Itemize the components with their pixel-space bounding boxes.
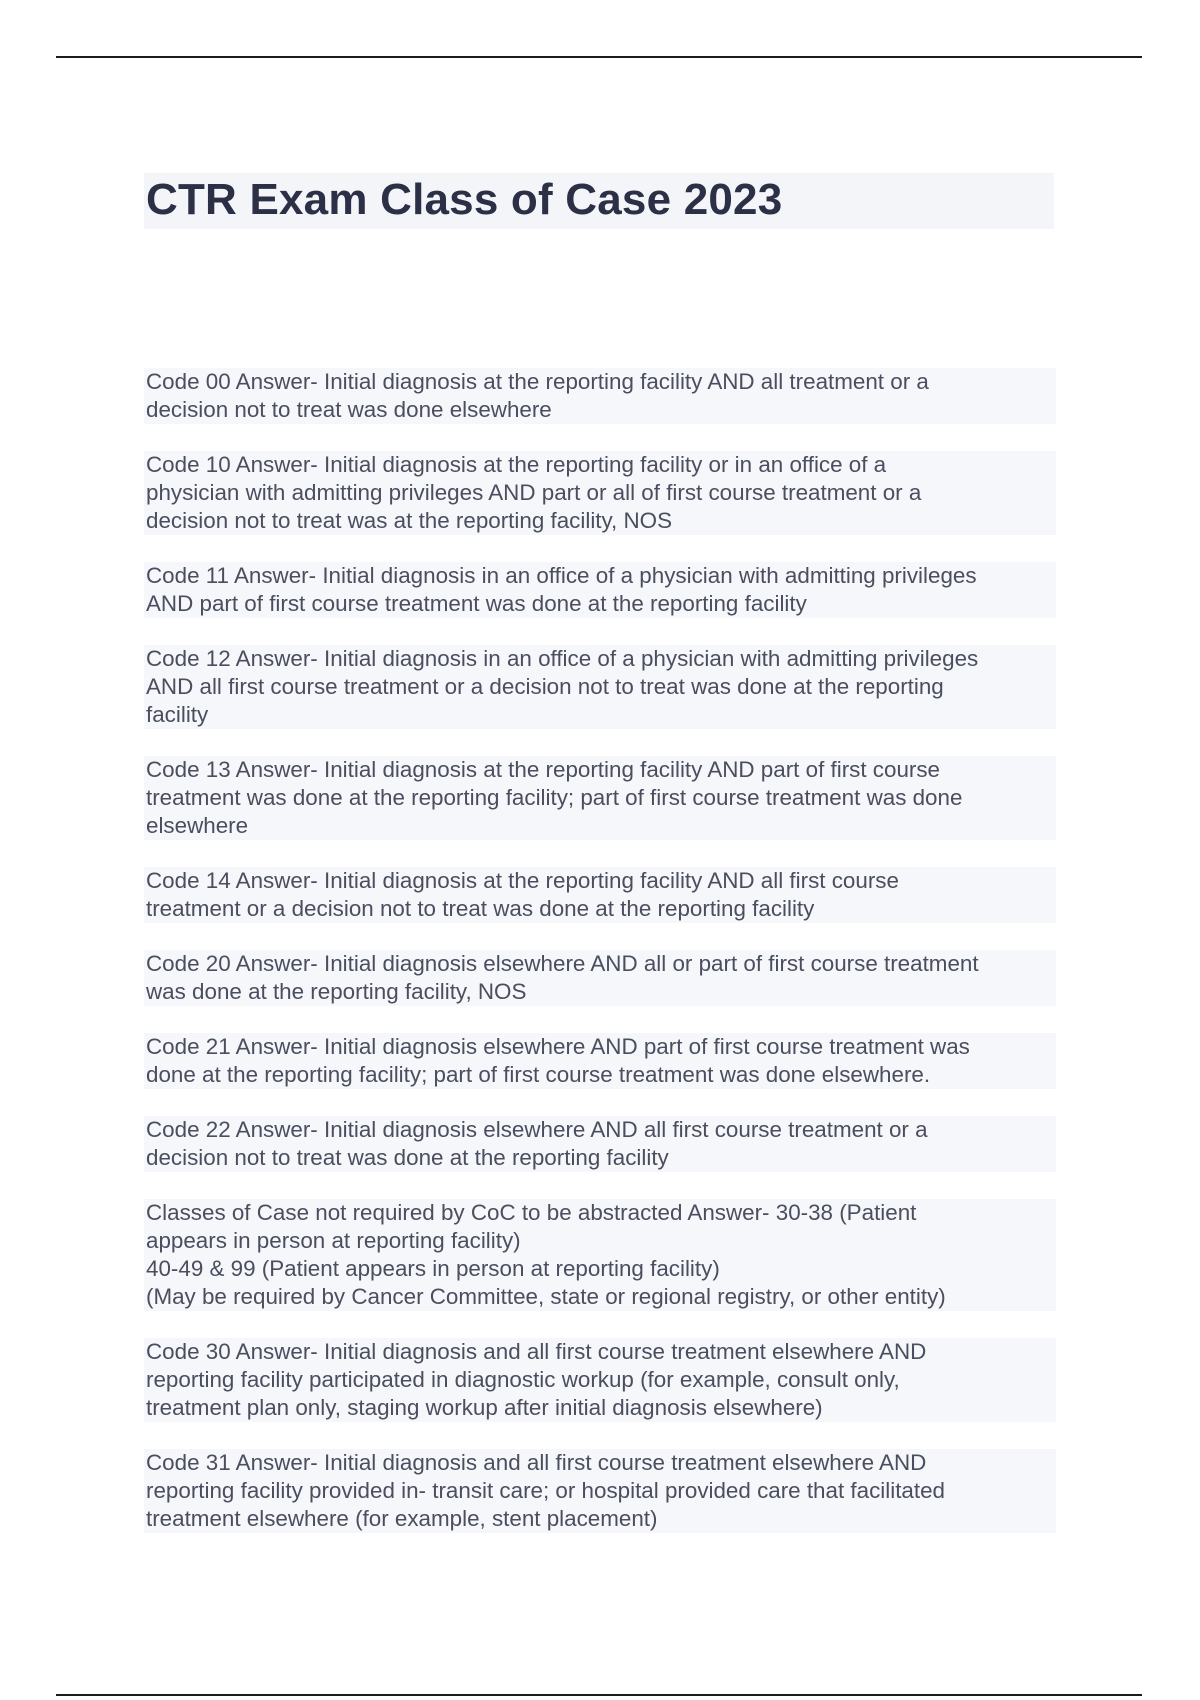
qa-entry-code-13	[144, 756, 1056, 840]
qa-line: Code 10 Answer- Initial diagnosis at the reporting facility or in an office of a	[146, 452, 887, 477]
qa-entry-code-31	[144, 1449, 1056, 1533]
qa-line: Code 31 Answer- Initial diagnosis and all first course treatment elsewhere AND	[146, 1450, 927, 1475]
qa-line: decision not to treat was done elsewhere	[146, 397, 552, 422]
qa-entry-code-20	[144, 950, 1056, 1006]
qa-line: was done at the reporting facility, NOS	[146, 979, 527, 1004]
qa-entry-code-00	[144, 368, 1056, 424]
qa-line: decision not to treat was at the reporting facility, NOS	[146, 508, 673, 533]
bottom-rule	[56, 1694, 1142, 1696]
qa-line: Code 21 Answer- Initial diagnosis elsewhere AND part of first course treatment was	[146, 1034, 970, 1059]
qa-line: AND all first course treatment or a decision not to treat was done at the reporting	[146, 674, 944, 699]
qa-list	[144, 368, 1056, 1560]
qa-line: reporting facility provided in- transit care; or hospital provided care that facilitated	[146, 1478, 946, 1503]
qa-line: treatment elsewhere (for example, stent placement)	[146, 1506, 658, 1531]
qa-entry-classes-not-required	[144, 1199, 1056, 1311]
qa-line: reporting facility participated in diagnostic workup (for example, consult only,	[146, 1367, 900, 1392]
qa-entry-code-10	[144, 451, 1056, 535]
qa-entry-code-14	[144, 867, 1056, 923]
qa-line: Code 12 Answer- Initial diagnosis in an office of a physician with admitting privileges	[146, 646, 979, 671]
qa-entry-code-11	[144, 562, 1056, 618]
qa-entry-code-21	[144, 1033, 1056, 1089]
qa-line: AND part of first course treatment was done at the reporting facility	[146, 591, 807, 616]
qa-line: elsewhere	[146, 813, 249, 838]
qa-entry-code-12	[144, 645, 1056, 729]
qa-line: treatment plan only, staging workup after initial diagnosis elsewhere)	[146, 1395, 823, 1420]
page-title: CTR Exam Class of Case 2023	[146, 175, 783, 224]
qa-line: decision not to treat was done at the reporting facility	[146, 1145, 669, 1170]
qa-entry-code-30	[144, 1338, 1056, 1422]
qa-line: Code 13 Answer- Initial diagnosis at the reporting facility AND part of first course	[146, 757, 941, 782]
qa-line: Code 11 Answer- Initial diagnosis in an office of a physician with admitting privileges	[146, 563, 977, 588]
qa-line: done at the reporting facility; part of first course treatment was done elsewhere.	[146, 1062, 931, 1087]
qa-line: 40-49 & 99 (Patient appears in person at reporting facility)	[146, 1256, 720, 1281]
top-rule	[56, 56, 1142, 58]
qa-line: (May be required by Cancer Committee, state or regional registry, or other entity)	[146, 1284, 946, 1309]
qa-line: Code 22 Answer- Initial diagnosis elsewhere AND all first course treatment or a	[146, 1117, 928, 1142]
qa-line: Code 30 Answer- Initial diagnosis and all first course treatment elsewhere AND	[146, 1339, 927, 1364]
qa-line: Code 14 Answer- Initial diagnosis at the reporting facility AND all first course	[146, 868, 899, 893]
qa-line: Code 00 Answer- Initial diagnosis at the reporting facility AND all treatment or a	[146, 369, 929, 394]
qa-entry-code-22	[144, 1116, 1056, 1172]
qa-line: treatment or a decision not to treat was done at the reporting facility	[146, 896, 815, 921]
qa-line: physician with admitting privileges AND part or all of first course treatment or a	[146, 480, 922, 505]
qa-line: Classes of Case not required by CoC to be abstracted Answer- 30-38 (Patient	[146, 1200, 917, 1225]
qa-line: appears in person at reporting facility)	[146, 1228, 521, 1253]
qa-line: Code 20 Answer- Initial diagnosis elsewhere AND all or part of first course treatment	[146, 951, 979, 976]
qa-line: treatment was done at the reporting facility; part of first course treatment was done	[146, 785, 963, 810]
qa-line: facility	[146, 702, 209, 727]
